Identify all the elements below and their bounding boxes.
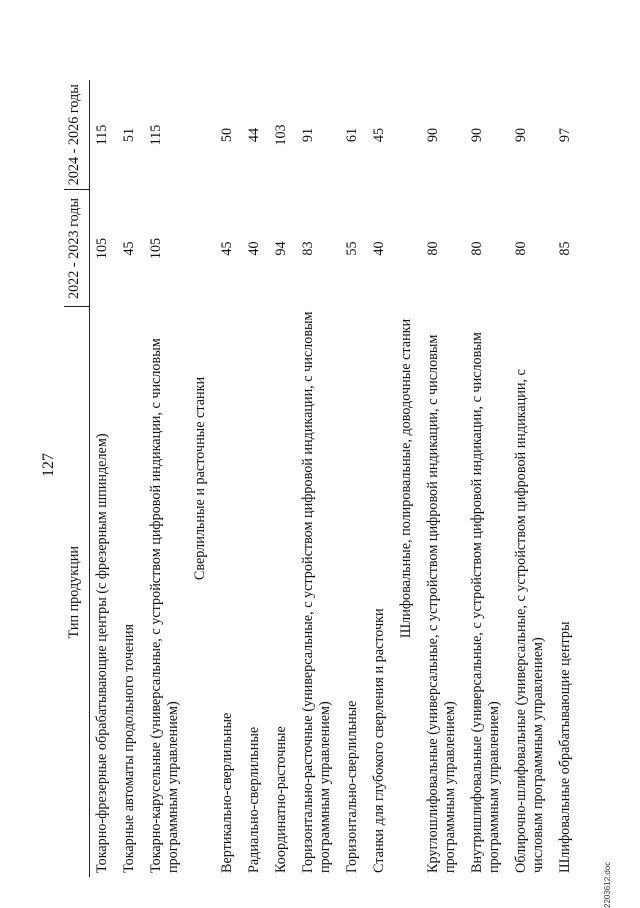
header-period-2024-2026: 2024 - 2026 годы [64,80,90,190]
table-row [296,80,340,877]
value-2024-2026-cell: 115 [148,124,164,146]
section-heading: Сверлильные и расточные станки [192,376,208,581]
value-2024-2026-cell: 51 [121,127,137,143]
section-row [394,80,421,877]
table-row [117,80,144,877]
product-table [64,80,580,877]
value-2024-2026-cell: 103 [273,124,289,146]
value-2022-2023-cell: 80 [425,241,441,256]
document-filename: 2203612.doc [603,861,612,908]
product-type-cell: Токарно-карусельные (универсальные, с устройством цифровой индикации, с числовым программным управлением) [148,338,181,873]
section-heading: Шлифовальные, полировальные, доводочные станки [398,318,414,639]
value-2024-2026-cell: 44 [246,127,262,143]
value-2022-2023-cell: 94 [273,241,289,256]
table-row [421,80,465,877]
value-2022-2023-cell: 85 [557,241,573,256]
value-2024-2026-cell: 50 [219,127,235,143]
product-type-cell: Облирочно-шлифовальные (универсальные, с устройством цифровой индикации, с числовым программным управлением) [513,369,546,873]
section-row [188,80,215,877]
table-row [269,80,296,877]
document-page [30,50,620,908]
table-row [340,80,367,877]
value-2022-2023-cell: 105 [94,237,110,260]
value-2024-2026-cell: 90 [469,127,485,143]
table-row [242,80,269,877]
value-2022-2023-cell: 55 [344,241,360,256]
table-row [509,80,553,877]
product-type-cell: Координатно-расточные [273,726,289,873]
product-type-cell: Токарные автоматы продольного точения [121,623,137,873]
value-2024-2026-cell: 115 [94,124,110,146]
product-type-cell: Круглошлифовальные (универсальные, с устройством цифровой индикации, с числовым программным управлением) [425,334,458,873]
value-2024-2026-cell: 90 [513,127,529,143]
table-header-row [64,80,90,877]
product-type-cell: Шлифовальные обрабатывающие центры [557,621,573,873]
value-2024-2026-cell: 91 [300,127,316,143]
table-row [367,80,394,877]
product-type-cell: Внутришлифовальные (универсальные, с устройством цифровой индикации, с числовым программным управлением) [469,332,502,873]
table-row [553,80,580,877]
product-type-cell: Вертикально-сверлильные [219,712,235,873]
value-2022-2023-cell: 45 [219,241,235,256]
value-2024-2026-cell: 61 [344,127,360,143]
table-row [90,80,118,877]
value-2022-2023-cell: 40 [371,241,387,256]
value-2022-2023-cell: 80 [513,241,529,256]
table-row [144,80,188,877]
value-2022-2023-cell: 80 [469,241,485,256]
table-row [465,80,509,877]
value-2024-2026-cell: 90 [425,127,441,143]
header-period-2022-2023: 2022 - 2023 годы [64,190,90,307]
product-type-cell: Токарно-фрезерные обрабатывающие центры (с фрезерным шпинделем) [94,433,110,873]
product-type-cell: Горизонтально-сверлильные [344,700,360,873]
value-2024-2026-cell: 97 [557,127,573,143]
value-2022-2023-cell: 45 [121,241,137,256]
page-number: 127 [40,453,57,477]
table-row [215,80,242,877]
product-type-cell: Станки для глубокого сверления и расточки [371,608,387,873]
value-2022-2023-cell: 105 [148,237,164,260]
value-2022-2023-cell: 83 [300,241,316,256]
table-body [90,80,581,877]
value-2024-2026-cell: 45 [371,127,387,143]
product-type-cell: Горизонтально-расточные (универсальные, с устройством цифровой индикации, с числовым программным управлением) [300,311,333,873]
value-2022-2023-cell: 40 [246,241,262,256]
header-product-type: Тип продукции [64,307,90,877]
product-type-cell: Радиально-сверлильные [246,726,262,873]
